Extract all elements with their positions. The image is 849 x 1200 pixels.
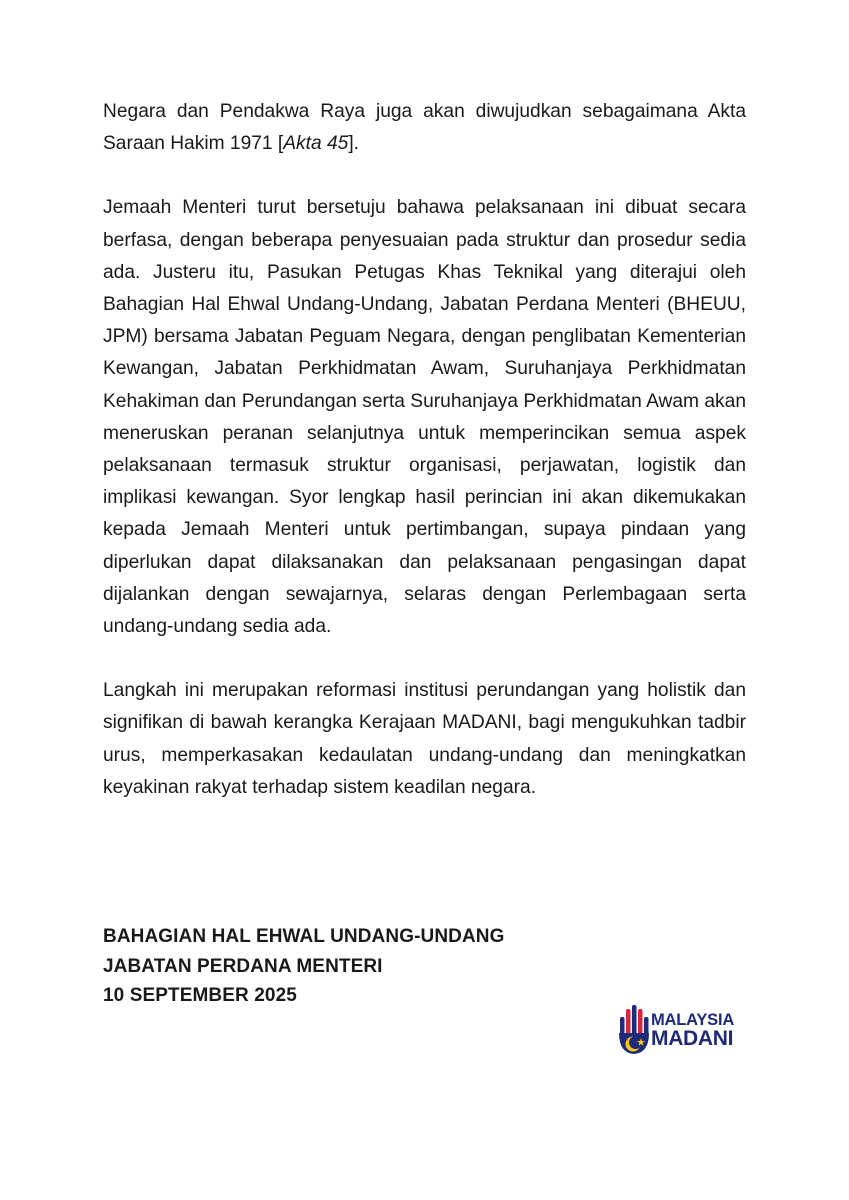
paragraph-1-italic-ref: Akta 45 bbox=[283, 133, 349, 155]
paragraph-2-text: Jemaah Menteri turut bersetuju bahawa pelaksanaan ini dibuat secara berfasa, dengan beberapa penyesuaian pada struktur dan prosedur sedia ada. Justeru itu, Pasukan Petugas Khas Teknikal yang diterajui oleh Bahagian Hal Ehwal Undang-Undang, Jabatan Perdana Menteri (BHEUU, JPM) bersama Jabatan Peguam Negara, dengan penglibatan Kementerian Kewangan, Jabatan Perkhidmatan Awam, Suruhanjaya Perkhidmatan Kehakiman dan Perundangan serta Suruhanjaya Perkhidmatan Awam akan meneruskan peranan selanjutnya untuk memperincikan semua aspek pelaksanaan termasuk struktur organisasi, perjawatan, logistik dan implikasi kewangan. Syor lengkap hasil perincian ini akan dikemukakan kepada Jemaah Menteri untuk pertimbangan, supaya pindaan yang diperlukan dapat dilaksanakan dan pelaksanaan pengasingan dapat dijalankan dengan sewajarnya, selaras dengan Perlembagaan serta undang-undang sedia ada. bbox=[103, 197, 746, 638]
document-body bbox=[103, 96, 746, 804]
logo-wordmark bbox=[651, 1012, 734, 1049]
logo-text-malaysia: MALAYSIA bbox=[651, 1011, 735, 1029]
paragraph-1-tail: ]. bbox=[348, 133, 359, 155]
signature-ministry: JABATAN PERDANA MENTERI bbox=[103, 955, 383, 977]
logo-text-madani: MADANI bbox=[651, 1026, 734, 1050]
paragraph-2 bbox=[103, 192, 746, 643]
paragraph-3-text: Langkah ini merupakan reformasi institusi perundangan yang holistik dan signifikan di bawah kerangka Kerajaan MADANI, bagi mengukuhkan tadbir urus, memperkasakan kedaulatan undang-undang dan meningkatkan keyakinan rakyat terhadap sistem keadilan negara. bbox=[103, 680, 746, 798]
paragraph-3 bbox=[103, 675, 746, 804]
signature-date: 10 SEPTEMBER 2025 bbox=[103, 985, 297, 1006]
signature-block bbox=[103, 922, 505, 1011]
paragraph-1-text: Negara dan Pendakwa Raya juga akan diwujudkan sebagaimana Akta Saraan Hakim 1971 [ bbox=[103, 101, 746, 155]
paragraph-1 bbox=[103, 96, 746, 160]
malaysia-madani-logo bbox=[617, 1003, 751, 1057]
malaysia-madani-hand-emblem-icon bbox=[617, 1003, 651, 1057]
signature-department: BAHAGIAN HAL EHWAL UNDANG-UNDANG bbox=[103, 926, 505, 947]
